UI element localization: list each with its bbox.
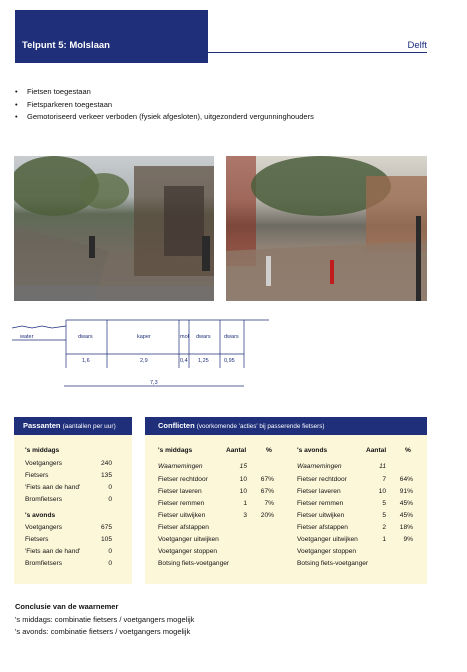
row-pct: 91% bbox=[399, 488, 413, 495]
width-value: 1,25 bbox=[198, 358, 209, 364]
conclusion-line: 's avonds: combinatie fietsers / voetgangers mogelijk bbox=[15, 627, 191, 636]
row-pct: 67% bbox=[260, 488, 274, 495]
row-value: 0 bbox=[108, 548, 112, 555]
row-count: 5 bbox=[382, 512, 386, 519]
row-label: Fietsers bbox=[25, 472, 49, 479]
row-count: 10 bbox=[239, 488, 247, 495]
row-label: Fietser remmen bbox=[158, 500, 205, 507]
width-value: 0,95 bbox=[224, 358, 235, 364]
conflicten-header bbox=[145, 417, 427, 435]
row-label: Fietser uitwijken bbox=[297, 512, 345, 519]
row-value: 135 bbox=[100, 472, 112, 479]
row-label: Fietser remmen bbox=[297, 500, 344, 507]
profile-label: dwars bbox=[224, 334, 239, 340]
row-count: 5 bbox=[382, 500, 386, 507]
row-pct: 64% bbox=[399, 476, 413, 483]
row-pct: 67% bbox=[260, 476, 274, 483]
row-label: Voetganger stoppen bbox=[158, 548, 218, 555]
street-photo-right bbox=[226, 156, 427, 301]
street-profile-diagram bbox=[12, 314, 277, 392]
row-count: 7 bbox=[382, 476, 386, 483]
conflicten-subtitle: (voorkomende 'acties' bij passerende fietsers) bbox=[196, 423, 325, 430]
row-label: Fietser uitwijken bbox=[158, 512, 206, 519]
passanten-header bbox=[14, 417, 132, 435]
row-label: Fietsers bbox=[25, 536, 49, 543]
width-value: 2,9 bbox=[140, 358, 148, 364]
row-value: 0 bbox=[108, 560, 112, 567]
row-count: 10 bbox=[378, 488, 386, 495]
group-label: 's avonds bbox=[25, 512, 56, 519]
conclusion-title: Conclusie van de waarnemer bbox=[15, 602, 119, 611]
row-label: Bromfietsers bbox=[25, 496, 63, 503]
conflicten-title: Conflicten bbox=[158, 421, 195, 430]
row-pct: 20% bbox=[260, 512, 274, 519]
row-pct: 18% bbox=[399, 524, 413, 531]
row-pct: 9% bbox=[403, 536, 413, 543]
street-photo-left bbox=[14, 156, 214, 301]
waarnemingen-label: Waarnemingen bbox=[158, 463, 203, 470]
row-count: 3 bbox=[243, 512, 247, 519]
row-value: 105 bbox=[100, 536, 112, 543]
row-value: 675 bbox=[100, 524, 112, 531]
row-count: 1 bbox=[382, 536, 386, 543]
water-label: water bbox=[20, 334, 34, 340]
rules-list bbox=[15, 86, 314, 124]
waarnemingen-label: Waarnemingen bbox=[297, 463, 342, 470]
row-label: Voetganger uitwijken bbox=[297, 536, 358, 543]
waarnemingen-count: 11 bbox=[379, 463, 386, 470]
width-value: 0,4 bbox=[180, 358, 188, 364]
row-value: 0 bbox=[108, 484, 112, 491]
row-label: Voetgangers bbox=[25, 460, 63, 467]
passanten-subtitle: (aantallen per uur) bbox=[62, 423, 116, 430]
row-label: Bromfietsers bbox=[25, 560, 63, 567]
row-value: 240 bbox=[100, 460, 112, 467]
row-label: Fietser laveren bbox=[158, 488, 202, 495]
profile-label: mol bbox=[180, 334, 189, 340]
header-rule bbox=[208, 52, 427, 53]
row-label: Fietser laveren bbox=[297, 488, 341, 495]
row-count: 1 bbox=[243, 500, 247, 507]
width-value: 1,6 bbox=[82, 358, 90, 364]
col-aantal: Aantal bbox=[226, 447, 247, 454]
list-item: • Fietsen toegestaan bbox=[15, 86, 314, 99]
profile-label: kaper bbox=[137, 334, 151, 340]
col-pct: % bbox=[266, 447, 272, 454]
passanten-title: Passanten bbox=[23, 421, 61, 430]
city-label: Delft bbox=[407, 40, 427, 51]
list-item: • Fietsparkeren toegestaan bbox=[15, 99, 314, 112]
row-count: 10 bbox=[239, 476, 247, 483]
row-value: 0 bbox=[108, 496, 112, 503]
page-title: Telpunt 5: Molslaan bbox=[22, 40, 110, 51]
row-label: Voetganger uitwijken bbox=[158, 536, 219, 543]
row-count: 2 bbox=[382, 524, 386, 531]
total-width: 7,3 bbox=[150, 380, 158, 386]
title-banner bbox=[15, 10, 208, 63]
row-label: Voetgangers bbox=[25, 524, 63, 531]
row-pct: 45% bbox=[399, 500, 413, 507]
row-label: 'Fiets aan de hand' bbox=[25, 548, 81, 555]
profile-label: dwars bbox=[196, 334, 211, 340]
col-label: 's avonds bbox=[297, 447, 328, 454]
row-label: Botsing fiets-voetganger bbox=[158, 560, 230, 567]
group-label: 's middags bbox=[25, 447, 60, 454]
conclusion-line: 's middags: combinatie fietsers / voetgangers mogelijk bbox=[15, 615, 195, 624]
row-label: Botsing fiets-voetganger bbox=[297, 560, 369, 567]
col-aantal: Aantal bbox=[366, 447, 387, 454]
row-label: Fietser afstappen bbox=[158, 524, 209, 531]
profile-label: dwars bbox=[78, 334, 93, 340]
row-label: Voetganger stoppen bbox=[297, 548, 357, 555]
row-pct: 7% bbox=[264, 500, 274, 507]
list-item: • Gemotoriseerd verkeer verboden (fysiek afgesloten), uitgezonderd vergunninghouders bbox=[15, 111, 314, 124]
col-pct: % bbox=[405, 447, 411, 454]
row-label: Fietser rechtdoor bbox=[297, 476, 347, 483]
col-label: 's middags bbox=[158, 447, 193, 454]
waarnemingen-count: 15 bbox=[239, 463, 247, 470]
row-label: 'Fiets aan de hand' bbox=[25, 484, 81, 491]
row-pct: 45% bbox=[399, 512, 413, 519]
row-label: Fietser afstappen bbox=[297, 524, 348, 531]
row-label: Fietser rechtdoor bbox=[158, 476, 208, 483]
